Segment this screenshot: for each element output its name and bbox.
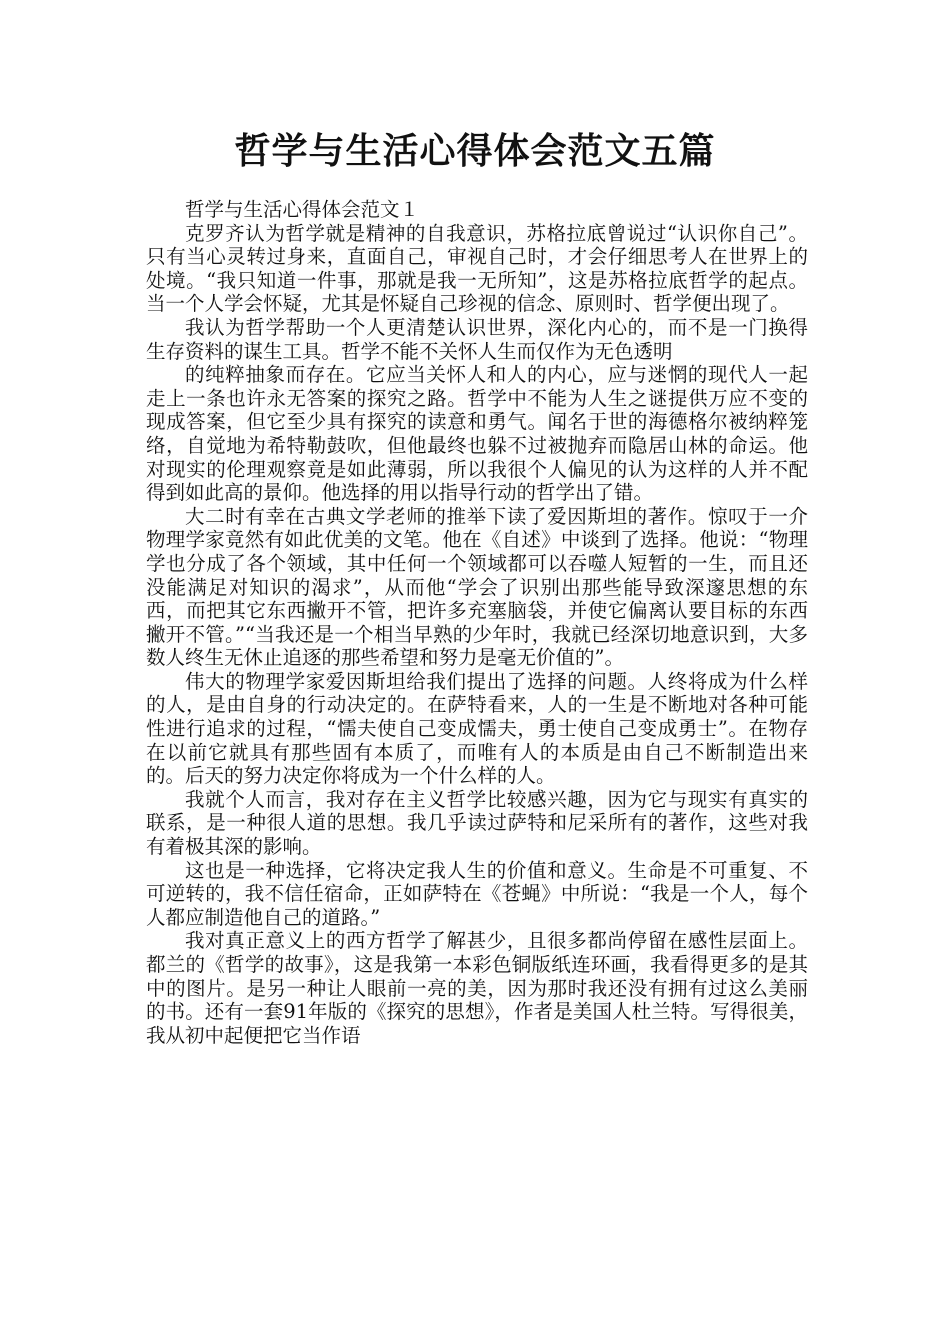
paragraph: 这也是一种选择，它将决定我人生的价值和意义。生命是不可重复、不可逆转的，我不信任宿命，正如萨特在《苍蝇》中所说：“我是一个人，每个人都应制造他自己的道路。”	[146, 858, 808, 929]
paragraph: 大二时有幸在古典文学老师的推举下读了爱因斯坦的著作。惊叹于一介物理学家竟然有如此优美的文笔。他在《自述》中谈到了选择。他说：“物理学也分成了各个领域，其中任何一个领域都可以吞噬人短暂的一生，而且还没能满足对知识的渴求”，从而他“学会了识别出那些能导致深邃思想的东西，而把其它东西撇开不管，把许多充塞脑袋，并使它偏离认要目标的东西撇开不管。”“当我还是一个相当早熟的少年时，我就已经深切地意识到，大多数人终生无休止追逐的那些希望和努力是毫无价值的”。	[146, 504, 808, 670]
paragraph: 克罗齐认为哲学就是精神的自我意识，苏格拉底曾说过“认识你自己”。只有当心灵转过身来，直面自己，审视自己时，才会仔细思考人在世界上的处境。“我只知道一件事，那就是我一无所知”，这是苏格拉底哲学的起点。当一个人学会怀疑，尤其是怀疑自己珍视的信念、原则时、哲学便出现了。	[146, 221, 808, 316]
document-title: 哲学与生活心得体会范文五篇	[234, 131, 716, 172]
paragraph: 我对真正意义上的西方哲学了解甚少，且很多都尚停留在感性层面上。都兰的《哲学的故事》，这是我第一本彩色铜版纸连环画，我看得更多的是其中的图片。是另一种让人眼前一亮的美，因为那时我还没有拥有过这么美丽的书。还有一套91年版的《探究的思想》，作者是美国人杜兰特。写得很美，我从初中起便把它当作语	[146, 929, 808, 1047]
paragraph: 哲学与生活心得体会范文１	[185, 198, 420, 221]
paragraph: 我认为哲学帮助一个人更清楚认识世界，深化内心的，而不是一门换得生存资料的谋生工具。哲学不能不关怀人生而仅作为无色透明	[146, 315, 808, 363]
paragraph: 的纯粹抽象而存在。它应当关怀人和人的内心，应与迷惘的现代人一起走上一条也许永无答案的探究之路。哲学中不能为人生之谜提供万应不变的现成答案，但它至少具有探究的读意和勇气。闻名于世的海德格尔被纳粹笼络，自觉地为希特勒鼓吹，但他最终也躲不过被抛弃而隐居山林的命运。他对现实的伦理观察竟是如此薄弱，所以我很个人偏见的认为这样的人并不配得到如此高的景仰。他选择的用以指导行动的哲学出了错。	[146, 363, 808, 505]
paragraph: 我就个人而言，我对存在主义哲学比较感兴趣，因为它与现实有真实的联系，是一种很人道的思想。我几乎读过萨特和尼采所有的著作，这些对我有着极其深的影响。	[146, 787, 808, 859]
paragraph: 伟大的物理学家爱因斯坦给我们提出了选择的问题。人终将成为什么样的人，是由自身的行动决定的。在萨特看来，人的一生是不断地对各种可能性进行追求的过程，“懦夫使自己变成懦夫，勇士使自己变成勇士”。在物存在以前它就具有那些固有本质了，而唯有人的本质是由自己不断制造出来的。后天的努力决定你将成为一个什么样的人。	[146, 669, 808, 788]
document-body	[146, 198, 808, 1047]
